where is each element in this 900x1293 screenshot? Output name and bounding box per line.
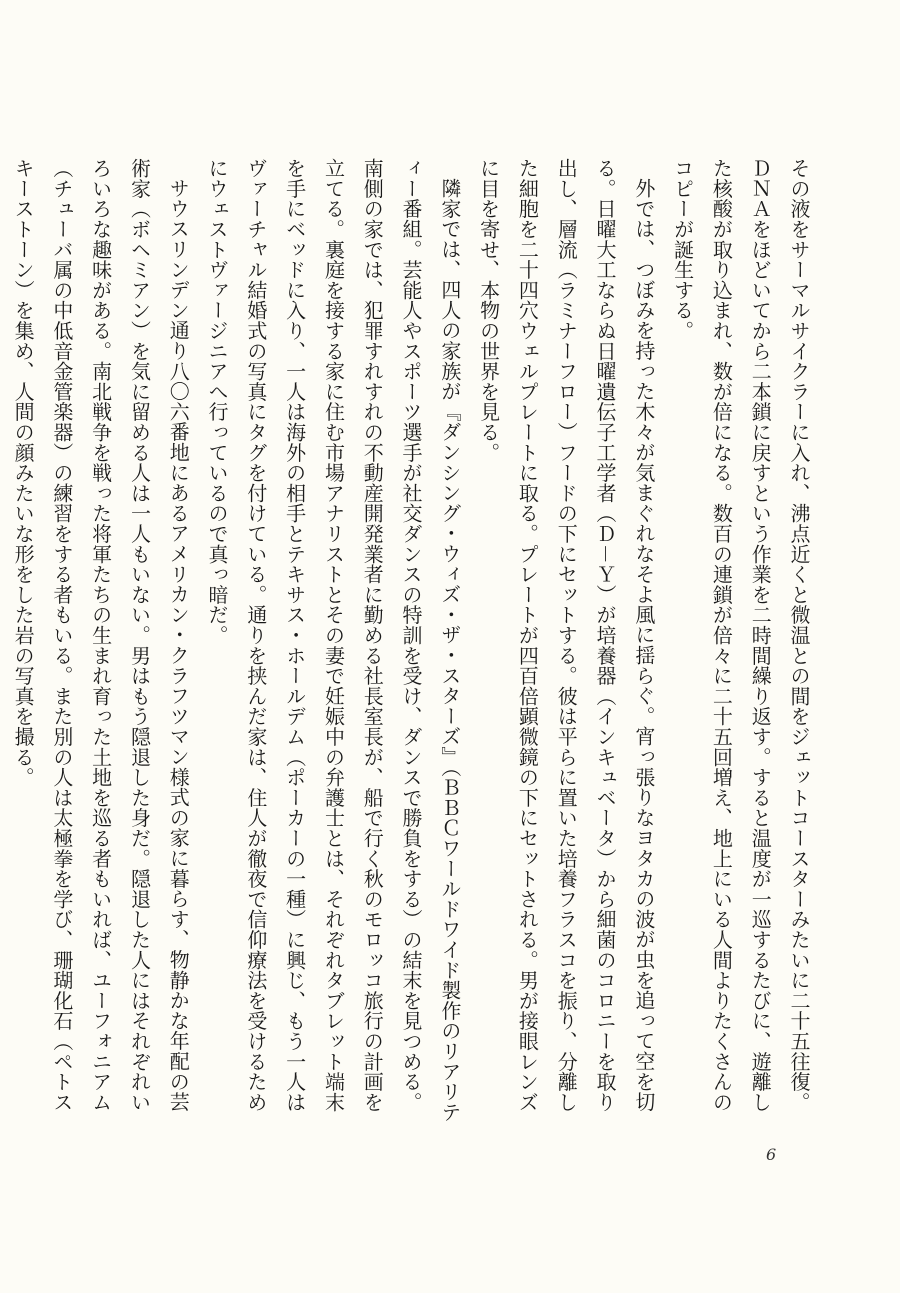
paragraph-4: サウスリンデン通り八〇六番地にあるアメリカン・クラフツマン様式の家に暮らす、物静かな年配の芸術家（ボヘミアン）を気に留める人は一人もいない。男はもう隠退した身だ。隠退した人にはそれぞれいろいろな趣味がある。南北戦争を戦った将軍たちの生まれ育った土地を巡る者もいれば、ユーフォニアム（チューバ属の中低音金管楽器）の練習をする者もいる。また別の人は太極拳を学び、珊瑚化石（ペトスキーストーン）を集め、人間の顔みたいな形をした岩の写真を撮る。: [11, 158, 191, 1113]
paragraph-3: 隣家では、四人の家族が『ダンシング・ウィズ・ザ・スターズ』（ＢＢＣワールドワイド製作のリアリティー番組。芸能人やスポーツ選手が社交ダンスの特訓を受け、ダンスで勝負をする）の結末を見つめる。南側の家では、犯罪すれすれの不動産開発業者に勤める社長室長が、船で行く秋のモロッコ旅行の計画を立てる。裏庭を接する家に住む市場アナリストとその妻で妊娠中の弁護士とは、それぞれタブレット端末を手にベッドに入り、一人は海外の相手とテキサス・ホールデム（ポーカーの一種）に興じ、もう一人はヴァーチャル結婚式の写真にタグを付けている。通りを挟んだ家は、住人が徹夜で信仰療法を受けるためにウェストヴァージニアへ行っているので真っ暗だ。: [205, 158, 462, 1123]
paragraph-1: その液をサーマルサイクラーに入れ、沸点近くと微温との間をジェットコースターみたいに二十五往復。ＤＮＡをほどいてから二本鎖に戻すという作業を二時間繰り返す。すると温度が一巡するたびに、遊離した核酸が取り込まれ、数が倍になる。数百の連鎖が倍々に二十五回増え、地上にいる人間よりたくさんのコピーが誕生する。: [670, 158, 811, 1113]
page-number: 6: [766, 1145, 777, 1164]
body-text: [11, 158, 818, 1123]
paragraph-2: 外では、つぼみを持った木々が気まぐれなそよ風に揺らぐ。宵っ張りなヨタカの波が虫を追って空を切る。日曜大工ならぬ日曜遺伝子工学者（Ｄ－Ｙ）が培養器（インキュベータ）から細菌のコロニーを取り出し、層流（ラミナーフロー）フードの下にセットする。彼は平らに置いた培養フラスコを振り、分離した細胞を二十四穴ウェルプレートに取る。プレートが四百倍顕微鏡の下にセットされる。男が接眼レンズに目を寄せ、本物の世界を見る。: [476, 158, 656, 1113]
